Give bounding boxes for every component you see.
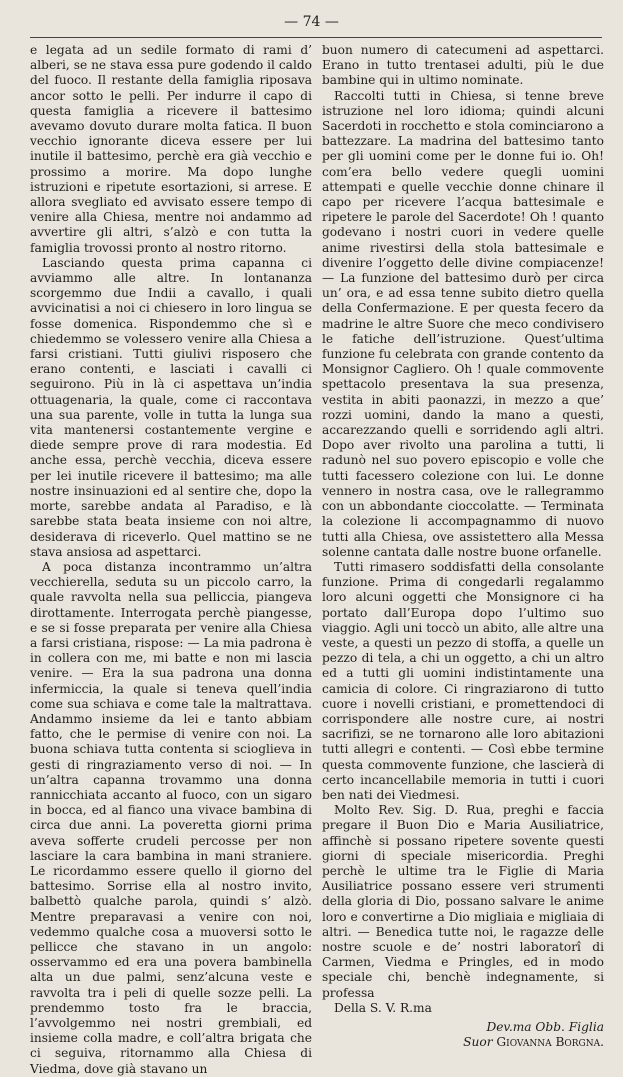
signature-line-1: Dev.ma Obb. Figlia <box>486 1020 604 1034</box>
signature-line-2 <box>322 1035 604 1050</box>
paragraph: e legata ad un sedile formato di rami d’ alberi, se ne stava essa pure godendo il caldo del fuoco. Il restante della famiglia riposava ancor sotto le pelli. Per indurre il capo di questa famiglia a ricevere il battesimo avevamo dovuto durare molta fatica. Il buon vecchio ignorante diceva essere per lui inutile il battesimo, perchè era già vecchio e prossimo a morire. Ma dopo lunghe istruzioni e ripetute esortazioni, si arrese. E allora svegliato ed avvisato essere tempo di venire alla Chiesa, mentre noi andammo ad avvertire gli altri, s’alzò e con tutta la famiglia trovossi pronto al nostro ritorno. <box>30 43 312 255</box>
signature-name: Giovanna Borgna. <box>496 1035 604 1050</box>
paragraph: Tutti rimasero soddisfatti della consolante funzione. Prima di congedarli regalammo loro alcuni oggetti che Monsignore ci ha portato dall’Europa dopo l’ultimo suo viaggio. Agli uni toccò un abito, alle altre una veste, a questi un pezzo di stoffa, a quelle un pezzo di tela, a chi un oggetto, a chi un altro ed a tutti gli uomini indistintamente una camicia di colore. Ci ringraziarono di tutto cuore i novelli cristiani, e promettendoci di corrispondere alle nostre cure, ai nostri sacrifizi, se ne tornarono alle loro abitazioni tutti allegri e contenti. — Così ebbe termine questa commovente funzione, che lascierà di certo incancellabile memoria in tutti i cuori ben nati dei Viedmesi. <box>322 559 604 802</box>
page-number: — 74 — <box>284 14 339 30</box>
paragraph: Raccolti tutti in Chiesa, si tenne breve istruzione nel loro idioma; quindi alcuni Sacerdoti in rocchetto e stola cominciarono a battezzare. La madrina del battesimo tanto per gli uomini come per le donne fui io. Oh! com’era bello vedere quegli uomini attempati e quelle vecchie donne chinare il capo per ricevere l’acqua battesimale e ripetere le parole del Sacerdote! Oh ! quanto godevano i nostri cuori in vedere quelle anime rivestirsi della stola battesimale e divenire l’oggetto delle divine compiacenze! — La funzione del battesimo durò per circa un’ ora, e ad essa tenne subito dietro quella della Confermazione. E per questa fecero da madrine le altre Suore che meco condivisero le fatiche dell’istruzione. Quest’ultima funzione fu celebrata con grande contento da Monsignor Cagliero. Oh ! quale commovente spettacolo presentava la sua presenza, vestita in abiti paonazzi, in mezzo a que’ rozzi uomini, dando la mano a questi, accarezzando quelli e sorridendo agli altri. Dopo aver rivolto una parolina a tutti, li radunò nel suo povero episcopio e volle che tutti facessero colezione con lui. Le donne vennero in nostra casa, ove le rallegrammo con un abbondante cioccolatte. — Terminata la colezione li accompagnammo di nuovo tutti alla Chiesa, ove assistettero alla Messa solenne cantata dalle nostre buone orfanelle. <box>322 88 604 559</box>
signature <box>322 1020 604 1050</box>
signature-title: Suor <box>463 1035 493 1050</box>
right-column <box>322 43 604 1050</box>
paragraph: Lasciando questa prima capanna ci avviammo alle altre. In lontananza scorgemmo due Indii a cavallo, i quali avvicinatisi a noi ci chiesero in loro lingua se fosse domenica. Rispondemmo che sì e chiedemmo se volessero venire alla Chiesa a farsi cristiani. Tutti giulivi risposero che erano contenti, e lasciati i cavalli ci seguirono. Più in là ci aspettava un’india ottuagenaria, la quale, come ci raccontava una sua parente, volle in tutta la lunga sua vita mantenersi costantemente vergine e diede sempre prove di rara modestia. Ed anche essa, perchè vecchia, diceva essere per lei inutile ricevere il battesimo; ma alle nostre insinuazioni ed al sentire che, dopo la morte, sarebbe andata al Paradiso, e là sarebbe stata beata insieme con noi altre, desiderava di riceverlo. Quel mattino se ne stava ansiosa ad aspettarci. <box>30 255 312 559</box>
header-rule <box>30 37 602 38</box>
paragraph: buon numero di catecumeni ad aspettarci. Erano in tutto trentasei adulti, più le due bambine qui in ultimo nominate. <box>322 43 604 88</box>
paragraph: A poca distanza incontrammo un’altra vecchierella, seduta su un piccolo carro, la quale ravvolta nella sua pelliccia, piangeva dirottamente. Interrogata perchè piangesse, e se si fosse preparata per venire alla Chiesa a farsi cristiana, rispose: — La mia padrona è in collera con me, mi batte e non mi lascia venire. — Era la sua padrona una donna infermiccia, la quale si teneva quell’india come sua schiava e come tale la maltrattava. Andammo insieme da lei e tanto abbiam fatto, che le permise di venire con noi. La buona schiava tutta contenta si scioglieva in gesti di ringraziamento verso di noi. — In un’altra capanna trovammo una donna rannicchiata accanto al fuoco, con un sigaro in bocca, ed al fianco una vivace bambina di circa due anni. La poveretta giorni prima aveva sofferte crudeli percosse per non lasciare la cara bambina in mani straniere. Le ricordammo essere quello il giorno del battesimo. Sorrise ella al nostro invito, balbettò qualche parola, quindi s’ alzò. Mentre preparavasi a venire con noi, vedemmo qualche cosa a muoversi sotto le pellicce che stavano in un angolo: osservammo ed era una povera bambinella alta un due palmi, senz’alcuna veste e ravvolta tra i peli di quelle sozze pelli. La prendemmo tosto fra le braccia, l’avvolgemmo nei nostri grembiali, ed insieme colla madre, e coll’altra brigata che ci seguiva, ritornammo alla Chiesa di Viedma, dove già stavano un <box>30 559 312 1076</box>
paragraph: Molto Rev. Sig. D. Rua, preghi e faccia pregare il Buon Dio e Maria Ausiliatrice, affinchè si possano ripetere sovente questi giorni di speciale misericordia. Preghi perchè le ultime tra le Figlie di Maria Ausiliatrice possano essere veri strumenti della gloria di Dio, possano salvare le anime loro e convertirne a Dio migliaia e migliaia di altri. — Benedica tutte noi, le ragazze delle nostre scuole e de’ nostri laboratorî di Carmen, Viedma e Pringles, ed in modo speciale chi, benchè indegnamente, si professa <box>322 803 604 1000</box>
closing-line: Della S. V. R.ma <box>334 1000 432 1015</box>
left-column <box>30 43 312 1077</box>
